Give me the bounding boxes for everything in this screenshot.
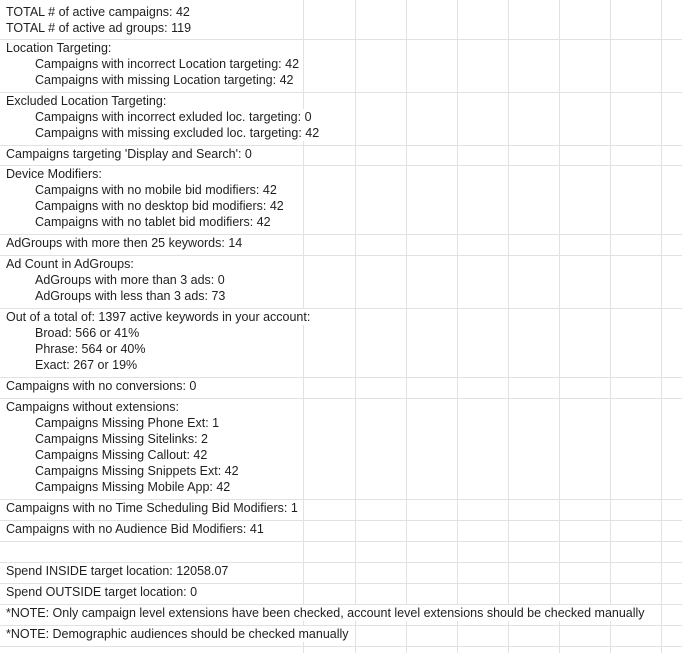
sheet-row[interactable] — [0, 146, 682, 166]
sheet-row[interactable] — [0, 500, 682, 521]
cell-subitem: Campaigns Missing Callout: 42 — [35, 448, 208, 462]
sheet-row[interactable] — [0, 584, 682, 605]
cell-text: Campaigns with no conversions: 0 — [6, 379, 197, 393]
cell-text: *NOTE: Only campaign level extensions have been checked, account level extensions should be checked manually — [6, 606, 645, 620]
cell-text: Campaigns with no Time Scheduling Bid Modifiers: 1 — [6, 501, 298, 515]
sheet-row[interactable] — [0, 399, 682, 500]
cell-subitem: Campaigns with incorrect exluded loc. targeting: 0 — [35, 110, 312, 124]
cell-text: Spend INSIDE target location: 12058.07 — [6, 564, 229, 578]
cell-text: AdGroups with more then 25 keywords: 14 — [6, 236, 243, 250]
cell-text: Device Modifiers: — [6, 167, 102, 181]
sheet-row[interactable] — [0, 40, 682, 93]
sheet-row[interactable] — [0, 521, 682, 542]
cell-subitem: Campaigns Missing Phone Ext: 1 — [35, 416, 220, 430]
sheet-row[interactable] — [0, 605, 682, 626]
cell-text: TOTAL # of active campaigns: 42 — [6, 5, 190, 19]
cell-text: Excluded Location Targeting: — [6, 94, 167, 108]
cell-subitem: Broad: 566 or 41% — [35, 326, 140, 340]
cell-text: Campaigns without extensions: — [6, 400, 180, 414]
sheet-row[interactable] — [0, 166, 682, 235]
sheet-row[interactable] — [0, 626, 682, 647]
cell-text: Spend OUTSIDE target location: 0 — [6, 585, 198, 599]
cell-text: Out of a total of: 1397 active keywords in your account: — [6, 310, 311, 324]
sheet-row[interactable] — [0, 378, 682, 399]
cell-text: Campaigns with no Audience Bid Modifiers: 41 — [6, 522, 264, 536]
cell-subitem: Campaigns with no desktop bid modifiers: 42 — [35, 199, 284, 213]
cell-subitem: Campaigns with no mobile bid modifiers: 42 — [35, 183, 277, 197]
sheet-row[interactable] — [0, 542, 682, 563]
cell-subitem: Campaigns Missing Snippets Ext: 42 — [35, 464, 239, 478]
sheet-row[interactable] — [0, 563, 682, 584]
cell-subitem: Campaigns with missing Location targeting: 42 — [35, 73, 294, 87]
cell-text: Ad Count in AdGroups: — [6, 257, 134, 271]
cell-subitem: AdGroups with less than 3 ads: 73 — [35, 289, 226, 303]
cell-subitem: Phrase: 564 or 40% — [35, 342, 146, 356]
cell-subitem: Campaigns with missing excluded loc. targeting: 42 — [35, 126, 320, 140]
cell-text: Location Targeting: — [6, 41, 112, 55]
cell-text: TOTAL # of active ad groups: 119 — [6, 21, 192, 35]
cell-subitem: AdGroups with more than 3 ads: 0 — [35, 273, 225, 287]
cell-text: *NOTE: Demographic audiences should be checked manually — [6, 627, 349, 641]
sheet-row[interactable] — [0, 256, 682, 309]
sheet-row[interactable] — [0, 4, 682, 40]
cell-text: Campaigns targeting 'Display and Search': 0 — [6, 147, 252, 161]
cell-subitem: Campaigns Missing Mobile App: 42 — [35, 480, 231, 494]
cell-subitem: Campaigns with no tablet bid modifiers: 42 — [35, 215, 271, 229]
sheet-row[interactable] — [0, 309, 682, 378]
sheet-row[interactable] — [0, 235, 682, 256]
cell-subitem: Campaigns Missing Sitelinks: 2 — [35, 432, 208, 446]
cell-subitem: Exact: 267 or 19% — [35, 358, 138, 372]
sheet-row[interactable] — [0, 93, 682, 146]
cell-subitem: Campaigns with incorrect Location targeting: 42 — [35, 57, 300, 71]
